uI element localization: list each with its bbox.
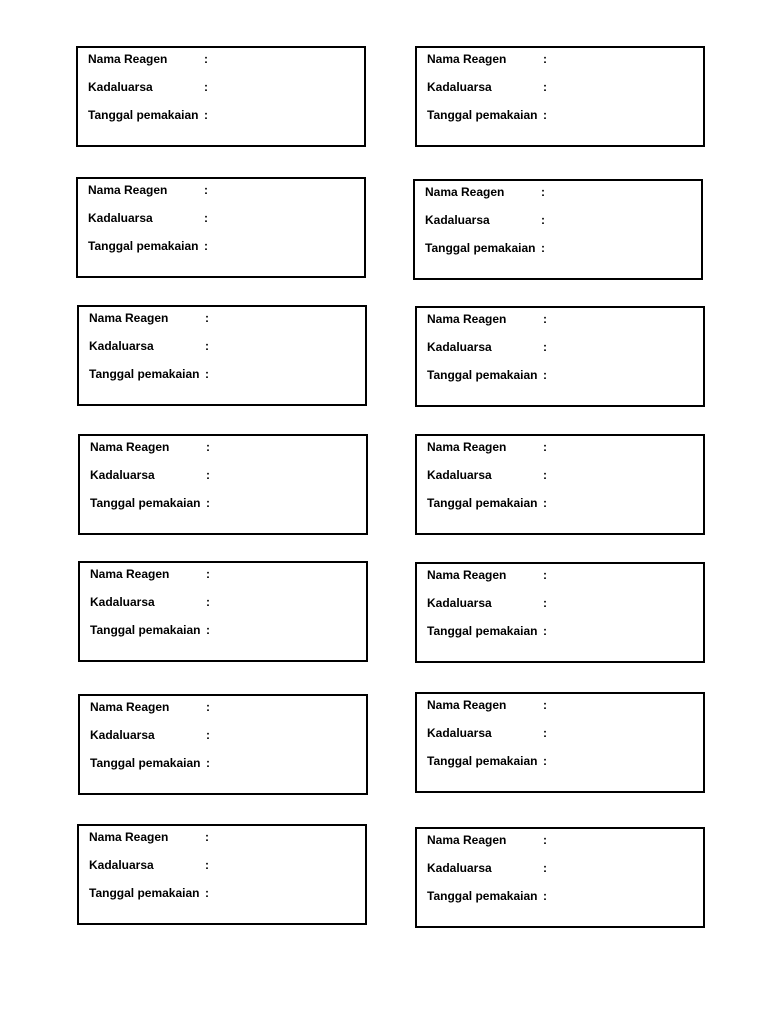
reagent-name-label: Nama Reagen bbox=[89, 311, 169, 325]
reagent-name-row bbox=[88, 51, 358, 67]
reagent-name-label: Nama Reagen bbox=[90, 440, 170, 454]
field-separator: : bbox=[204, 239, 208, 253]
field-separator: : bbox=[206, 567, 210, 581]
usage-date-row bbox=[88, 238, 358, 254]
reagent-label-card bbox=[78, 434, 368, 535]
field-separator: : bbox=[543, 468, 547, 482]
expiry-label: Kadaluarsa bbox=[90, 595, 155, 609]
expiry-row bbox=[89, 857, 359, 873]
usage-date-row bbox=[90, 495, 360, 511]
usage-date-label: Tanggal pemakaian bbox=[89, 367, 200, 381]
field-separator: : bbox=[543, 624, 547, 638]
field-separator: : bbox=[205, 830, 209, 844]
field-separator: : bbox=[543, 754, 547, 768]
expiry-row bbox=[88, 79, 358, 95]
expiry-label: Kadaluarsa bbox=[90, 728, 155, 742]
field-separator: : bbox=[543, 726, 547, 740]
field-separator: : bbox=[204, 52, 208, 66]
expiry-label: Kadaluarsa bbox=[88, 211, 153, 225]
reagent-name-row bbox=[89, 829, 359, 845]
expiry-label: Kadaluarsa bbox=[88, 80, 153, 94]
expiry-label: Kadaluarsa bbox=[425, 213, 490, 227]
usage-date-row bbox=[90, 622, 360, 638]
reagent-label-card bbox=[415, 827, 705, 928]
reagent-label-card bbox=[76, 46, 366, 147]
reagent-name-label: Nama Reagen bbox=[90, 700, 170, 714]
field-separator: : bbox=[543, 80, 547, 94]
expiry-row bbox=[90, 467, 360, 483]
reagent-label-card bbox=[415, 562, 705, 663]
reagent-name-label: Nama Reagen bbox=[427, 312, 507, 326]
usage-date-label: Tanggal pemakaian bbox=[90, 756, 201, 770]
usage-date-label: Tanggal pemakaian bbox=[427, 108, 538, 122]
reagent-name-row bbox=[427, 832, 697, 848]
field-separator: : bbox=[541, 241, 545, 255]
field-separator: : bbox=[205, 367, 209, 381]
field-separator: : bbox=[543, 312, 547, 326]
expiry-row bbox=[90, 727, 360, 743]
reagent-label-card bbox=[415, 692, 705, 793]
usage-date-label: Tanggal pemakaian bbox=[427, 889, 538, 903]
expiry-row bbox=[89, 338, 359, 354]
field-separator: : bbox=[206, 440, 210, 454]
reagent-name-label: Nama Reagen bbox=[427, 833, 507, 847]
field-separator: : bbox=[205, 339, 209, 353]
usage-date-label: Tanggal pemakaian bbox=[427, 754, 538, 768]
reagent-name-row bbox=[425, 184, 695, 200]
reagent-name-label: Nama Reagen bbox=[88, 52, 168, 66]
field-separator: : bbox=[206, 496, 210, 510]
usage-date-label: Tanggal pemakaian bbox=[88, 108, 199, 122]
reagent-name-label: Nama Reagen bbox=[90, 567, 170, 581]
reagent-label-card bbox=[76, 177, 366, 278]
reagent-name-row bbox=[89, 310, 359, 326]
expiry-label: Kadaluarsa bbox=[427, 596, 492, 610]
reagent-name-label: Nama Reagen bbox=[89, 830, 169, 844]
usage-date-row bbox=[427, 107, 697, 123]
field-separator: : bbox=[204, 211, 208, 225]
reagent-name-row bbox=[427, 311, 697, 327]
field-separator: : bbox=[543, 889, 547, 903]
field-separator: : bbox=[543, 440, 547, 454]
expiry-label: Kadaluarsa bbox=[427, 80, 492, 94]
field-separator: : bbox=[541, 185, 545, 199]
reagent-name-row bbox=[427, 439, 697, 455]
reagent-name-row bbox=[90, 566, 360, 582]
field-separator: : bbox=[204, 108, 208, 122]
expiry-label: Kadaluarsa bbox=[427, 861, 492, 875]
expiry-label: Kadaluarsa bbox=[427, 468, 492, 482]
expiry-row bbox=[427, 725, 697, 741]
usage-date-row bbox=[427, 888, 697, 904]
reagent-label-card bbox=[77, 824, 367, 925]
usage-date-row bbox=[427, 367, 697, 383]
reagent-name-row bbox=[427, 567, 697, 583]
reagent-name-label: Nama Reagen bbox=[427, 52, 507, 66]
reagent-name-label: Nama Reagen bbox=[427, 568, 507, 582]
usage-date-label: Tanggal pemakaian bbox=[88, 239, 199, 253]
reagent-name-row bbox=[427, 51, 697, 67]
reagent-name-label: Nama Reagen bbox=[88, 183, 168, 197]
usage-date-row bbox=[89, 885, 359, 901]
field-separator: : bbox=[204, 183, 208, 197]
usage-date-label: Tanggal pemakaian bbox=[90, 496, 201, 510]
usage-date-row bbox=[427, 623, 697, 639]
field-separator: : bbox=[205, 858, 209, 872]
expiry-label: Kadaluarsa bbox=[89, 339, 154, 353]
reagent-name-row bbox=[90, 699, 360, 715]
reagent-name-label: Nama Reagen bbox=[425, 185, 505, 199]
expiry-row bbox=[427, 79, 697, 95]
usage-date-label: Tanggal pemakaian bbox=[425, 241, 536, 255]
expiry-row bbox=[90, 594, 360, 610]
expiry-label: Kadaluarsa bbox=[427, 340, 492, 354]
field-separator: : bbox=[205, 311, 209, 325]
reagent-label-card bbox=[413, 179, 703, 280]
reagent-label-card bbox=[78, 694, 368, 795]
expiry-row bbox=[427, 860, 697, 876]
usage-date-row bbox=[425, 240, 695, 256]
field-separator: : bbox=[205, 886, 209, 900]
field-separator: : bbox=[543, 108, 547, 122]
expiry-row bbox=[427, 595, 697, 611]
field-separator: : bbox=[206, 700, 210, 714]
field-separator: : bbox=[204, 80, 208, 94]
field-separator: : bbox=[543, 340, 547, 354]
expiry-label: Kadaluarsa bbox=[427, 726, 492, 740]
usage-date-row bbox=[427, 753, 697, 769]
field-separator: : bbox=[206, 623, 210, 637]
reagent-name-row bbox=[427, 697, 697, 713]
field-separator: : bbox=[543, 861, 547, 875]
field-separator: : bbox=[543, 52, 547, 66]
field-separator: : bbox=[543, 833, 547, 847]
usage-date-row bbox=[88, 107, 358, 123]
reagent-label-card bbox=[415, 306, 705, 407]
expiry-label: Kadaluarsa bbox=[90, 468, 155, 482]
field-separator: : bbox=[543, 568, 547, 582]
field-separator: : bbox=[206, 468, 210, 482]
reagent-name-row bbox=[90, 439, 360, 455]
field-separator: : bbox=[543, 596, 547, 610]
reagent-label-card bbox=[77, 305, 367, 406]
reagent-label-card bbox=[415, 434, 705, 535]
field-separator: : bbox=[543, 368, 547, 382]
field-separator: : bbox=[206, 756, 210, 770]
reagent-label-card bbox=[415, 46, 705, 147]
usage-date-label: Tanggal pemakaian bbox=[89, 886, 200, 900]
reagent-name-label: Nama Reagen bbox=[427, 440, 507, 454]
usage-date-row bbox=[90, 755, 360, 771]
reagent-name-row bbox=[88, 182, 358, 198]
usage-date-label: Tanggal pemakaian bbox=[90, 623, 201, 637]
expiry-label: Kadaluarsa bbox=[89, 858, 154, 872]
reagent-name-label: Nama Reagen bbox=[427, 698, 507, 712]
field-separator: : bbox=[206, 595, 210, 609]
usage-date-label: Tanggal pemakaian bbox=[427, 496, 538, 510]
field-separator: : bbox=[541, 213, 545, 227]
expiry-row bbox=[427, 467, 697, 483]
usage-date-label: Tanggal pemakaian bbox=[427, 624, 538, 638]
expiry-row bbox=[425, 212, 695, 228]
field-separator: : bbox=[543, 496, 547, 510]
field-separator: : bbox=[543, 698, 547, 712]
reagent-label-card bbox=[78, 561, 368, 662]
expiry-row bbox=[427, 339, 697, 355]
expiry-row bbox=[88, 210, 358, 226]
field-separator: : bbox=[206, 728, 210, 742]
usage-date-row bbox=[89, 366, 359, 382]
usage-date-label: Tanggal pemakaian bbox=[427, 368, 538, 382]
usage-date-row bbox=[427, 495, 697, 511]
